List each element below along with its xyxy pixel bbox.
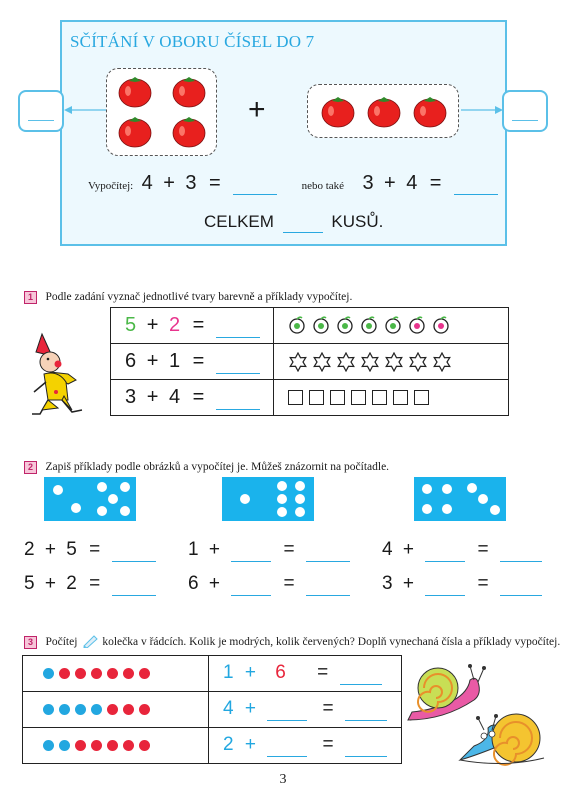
square-icon[interactable]	[393, 390, 408, 405]
bead-row	[23, 665, 208, 683]
domino-dot	[277, 507, 287, 517]
task3-answer-blank[interactable]	[345, 734, 387, 757]
task2-op: +	[402, 539, 414, 560]
red-bead	[123, 668, 134, 679]
task2-answer-blank[interactable]	[500, 573, 542, 596]
total-unit: KUSŮ.	[331, 212, 384, 231]
domino-dot	[97, 506, 107, 516]
square-icon[interactable]	[288, 390, 303, 405]
task1-op: +	[146, 385, 159, 408]
snails-illustration	[404, 660, 554, 772]
tomato-group-right	[307, 84, 459, 138]
table-row	[23, 656, 402, 692]
task3-answer-blank[interactable]	[345, 698, 387, 721]
task2-header	[24, 457, 389, 475]
task2-answer-blank[interactable]	[500, 539, 542, 562]
task2-a: 6	[188, 573, 199, 594]
red-bead	[139, 704, 150, 715]
blue-bead	[91, 704, 102, 715]
tomato	[119, 79, 151, 107]
expr1-op: +	[163, 172, 175, 194]
expr1-b: 3	[185, 172, 197, 194]
square-icon[interactable]	[309, 390, 324, 405]
domino-dot	[442, 484, 452, 494]
domino-dot	[490, 505, 500, 515]
task3-b: 6	[275, 662, 286, 683]
red-bead	[139, 740, 150, 751]
square-row	[274, 389, 508, 407]
red-bead	[107, 740, 118, 751]
domino-dot	[422, 484, 432, 494]
expr1-eq: =	[208, 172, 221, 194]
task1-cell-shapes	[274, 380, 509, 416]
task1-cell-expr	[111, 308, 274, 344]
red-bead	[75, 740, 86, 751]
page-title: SČÍTÁNÍ V OBORU ČÍSEL DO 7	[70, 32, 315, 51]
tomato-icon	[308, 85, 460, 139]
apple-icon[interactable]	[336, 316, 354, 334]
tomato	[368, 99, 400, 127]
plus-sign: +	[248, 93, 266, 126]
domino-dot	[120, 482, 130, 492]
domino-dot	[120, 506, 130, 516]
star-icon[interactable]	[408, 352, 428, 372]
domino-card	[414, 477, 506, 521]
crayon-icon	[82, 634, 98, 648]
task2-eq: =	[89, 539, 101, 560]
task2-addend-blank[interactable]	[425, 573, 465, 596]
tomato	[173, 119, 205, 147]
task3-op: +	[244, 698, 256, 719]
apple-icon[interactable]	[312, 316, 330, 334]
compute-row	[88, 172, 498, 195]
task2-eq: =	[89, 573, 101, 594]
domino-dot	[277, 481, 287, 491]
task3-eq: =	[322, 698, 334, 719]
task3-cell-expr	[209, 728, 402, 764]
tomato	[173, 79, 205, 107]
task1-cell-expr	[111, 344, 274, 380]
task2-expr-row	[188, 573, 350, 596]
blue-bead	[43, 704, 54, 715]
task1-b: 2	[168, 313, 181, 336]
apple-icon[interactable]	[288, 316, 306, 334]
task2-a: 3	[382, 573, 393, 594]
red-bead	[123, 704, 134, 715]
domino-dot	[422, 504, 432, 514]
left-answer-box[interactable]	[18, 90, 64, 132]
task2-expr-row	[382, 573, 542, 596]
blue-bead	[59, 704, 70, 715]
star-icon[interactable]	[312, 352, 332, 372]
expr1-answer-blank[interactable]	[233, 176, 277, 195]
blue-bead	[43, 668, 54, 679]
tomato	[119, 119, 151, 147]
domino-dot	[108, 494, 118, 504]
task1-a: 6	[125, 349, 137, 372]
apple-icon[interactable]	[432, 316, 450, 334]
bead-row	[23, 701, 208, 719]
red-bead	[107, 704, 118, 715]
task2-eq: =	[283, 573, 295, 594]
domino-dot	[467, 483, 477, 493]
task1-instruction: Podle zadání vyznač jednotlivé tvary barevně a příklady vypočítej.	[45, 291, 353, 303]
red-bead	[91, 668, 102, 679]
task1-a: 5	[125, 313, 137, 336]
bead-cell	[23, 728, 209, 764]
task2-instruction: Zapiš příklady podle obrázků a vypočítej je. Můžeš znázornit na počítadle.	[45, 461, 390, 473]
task3-instruction-pre: Počítej	[45, 636, 78, 648]
tomato	[414, 99, 446, 127]
table-row	[111, 308, 509, 344]
task2-a: 5	[24, 573, 35, 594]
task2-op: +	[208, 539, 220, 560]
task2-b: 5	[66, 539, 77, 560]
task1-eq: =	[192, 313, 205, 336]
domino-dot	[295, 481, 305, 491]
domino-dot	[97, 482, 107, 492]
task1-header	[24, 287, 352, 305]
arrow-left-icon	[64, 104, 108, 116]
total-blank[interactable]	[283, 212, 323, 233]
task2-answer-blank[interactable]	[306, 573, 350, 596]
total-row	[204, 212, 383, 233]
task1-answer-blank[interactable]	[216, 314, 260, 338]
task1-b: 4	[168, 385, 181, 408]
task3-addend-blank[interactable]	[267, 698, 307, 721]
tomato-group-left	[106, 68, 217, 156]
table-row	[23, 728, 402, 764]
blue-bead	[43, 740, 54, 751]
task2-answer-blank[interactable]	[112, 573, 156, 596]
red-bead	[139, 668, 150, 679]
task1-eq: =	[192, 385, 205, 408]
task3-header	[24, 632, 560, 650]
bead-cell	[23, 656, 209, 692]
task1-cell-shapes	[274, 344, 509, 380]
domino-dot	[277, 494, 287, 504]
task2-addend-blank[interactable]	[425, 539, 465, 562]
blue-bead	[59, 740, 70, 751]
tomato	[322, 99, 354, 127]
star-icon[interactable]	[288, 352, 308, 372]
task1-table	[110, 307, 509, 416]
task1-answer-blank[interactable]	[216, 386, 260, 410]
task2-expr-row	[24, 539, 156, 562]
right-answer-box[interactable]	[502, 90, 548, 132]
task1-b: 1	[168, 349, 181, 372]
task1-number: 1	[24, 291, 37, 304]
task2-a: 2	[24, 539, 35, 560]
star-icon[interactable]	[360, 352, 380, 372]
task1-op: +	[146, 313, 159, 336]
expr2-b: 4	[406, 172, 418, 194]
star-icon[interactable]	[384, 352, 404, 372]
task1-cell-expr	[111, 380, 274, 416]
task2-answer-blank[interactable]	[112, 539, 156, 562]
apple-row	[274, 316, 508, 334]
domino-dot	[295, 494, 305, 504]
task2-addend-blank[interactable]	[231, 573, 271, 596]
task3-op: +	[244, 734, 256, 755]
table-row	[23, 692, 402, 728]
domino-dot	[295, 507, 305, 517]
task2-op: +	[208, 573, 220, 594]
arrow-right-icon	[459, 104, 503, 116]
expr1-a: 4	[141, 172, 153, 194]
apple-icon[interactable]	[360, 316, 378, 334]
domino-dot	[53, 485, 63, 495]
task1-op: +	[146, 349, 159, 372]
apple-icon[interactable]	[408, 316, 426, 334]
task2-op: +	[44, 539, 56, 560]
task3-answer-blank[interactable]	[340, 662, 382, 685]
domino-dot	[478, 494, 488, 504]
domino-card	[222, 477, 314, 521]
task1-a: 3	[125, 385, 137, 408]
red-bead	[107, 668, 118, 679]
task3-eq: =	[322, 734, 334, 755]
expr2-a: 3	[362, 172, 374, 194]
total-label: CELKEM	[204, 212, 274, 231]
expr2-eq: =	[429, 172, 442, 194]
task3-cell-expr	[209, 656, 402, 692]
domino-card	[44, 477, 136, 521]
task1-answer-blank[interactable]	[216, 350, 260, 374]
task2-expr-row	[188, 539, 350, 562]
compute-label: Vypočítej:	[88, 180, 134, 192]
task2-eq: =	[477, 539, 489, 560]
task3-instruction-post: kolečka v řádcích. Kolik je modrých, kolik červených? Doplň vynechaná čísla a příklady vypočítej.	[102, 636, 561, 648]
task3-addend-blank[interactable]	[267, 734, 307, 757]
task3-a: 4	[223, 698, 234, 719]
task3-number: 3	[24, 636, 37, 649]
domino-dot	[71, 503, 81, 513]
task2-op: +	[44, 573, 56, 594]
task2-a: 1	[188, 539, 199, 560]
page-number: 3	[279, 772, 287, 787]
star-icon[interactable]	[336, 352, 356, 372]
task2-op: +	[402, 573, 414, 594]
domino-dot	[240, 494, 250, 504]
square-icon[interactable]	[372, 390, 387, 405]
red-bead	[123, 740, 134, 751]
table-row	[111, 344, 509, 380]
task1-cell-shapes	[274, 308, 509, 344]
square-icon[interactable]	[330, 390, 345, 405]
clown-illustration	[28, 330, 90, 418]
task2-eq: =	[283, 539, 295, 560]
task2-eq: =	[477, 573, 489, 594]
square-icon[interactable]	[351, 390, 366, 405]
square-icon[interactable]	[414, 390, 429, 405]
task3-a: 1	[223, 662, 234, 683]
task2-b: 2	[66, 573, 77, 594]
star-icon[interactable]	[432, 352, 452, 372]
domino-dot	[442, 504, 452, 514]
task3-op: +	[244, 662, 256, 683]
task1-eq: =	[192, 349, 205, 372]
task3-table	[22, 655, 402, 764]
expr2-answer-blank[interactable]	[454, 176, 498, 195]
red-bead	[59, 668, 70, 679]
task3-a: 2	[223, 734, 234, 755]
task2-a: 4	[382, 539, 393, 560]
or-label: nebo také	[301, 180, 345, 192]
task2-addend-blank[interactable]	[231, 539, 271, 562]
expr2-op: +	[384, 172, 396, 194]
star-row	[274, 352, 508, 372]
task2-answer-blank[interactable]	[306, 539, 350, 562]
table-row	[111, 380, 509, 416]
red-bead	[75, 668, 86, 679]
task2-number: 2	[24, 461, 37, 474]
task3-cell-expr	[209, 692, 402, 728]
task2-expr-row	[382, 539, 542, 562]
tomato-icon	[107, 69, 218, 157]
blue-bead	[75, 704, 86, 715]
task2-expr-row	[24, 573, 156, 596]
bead-cell	[23, 692, 209, 728]
bead-row	[23, 737, 208, 755]
apple-icon[interactable]	[384, 316, 402, 334]
red-bead	[91, 740, 102, 751]
task3-eq: =	[317, 662, 329, 683]
